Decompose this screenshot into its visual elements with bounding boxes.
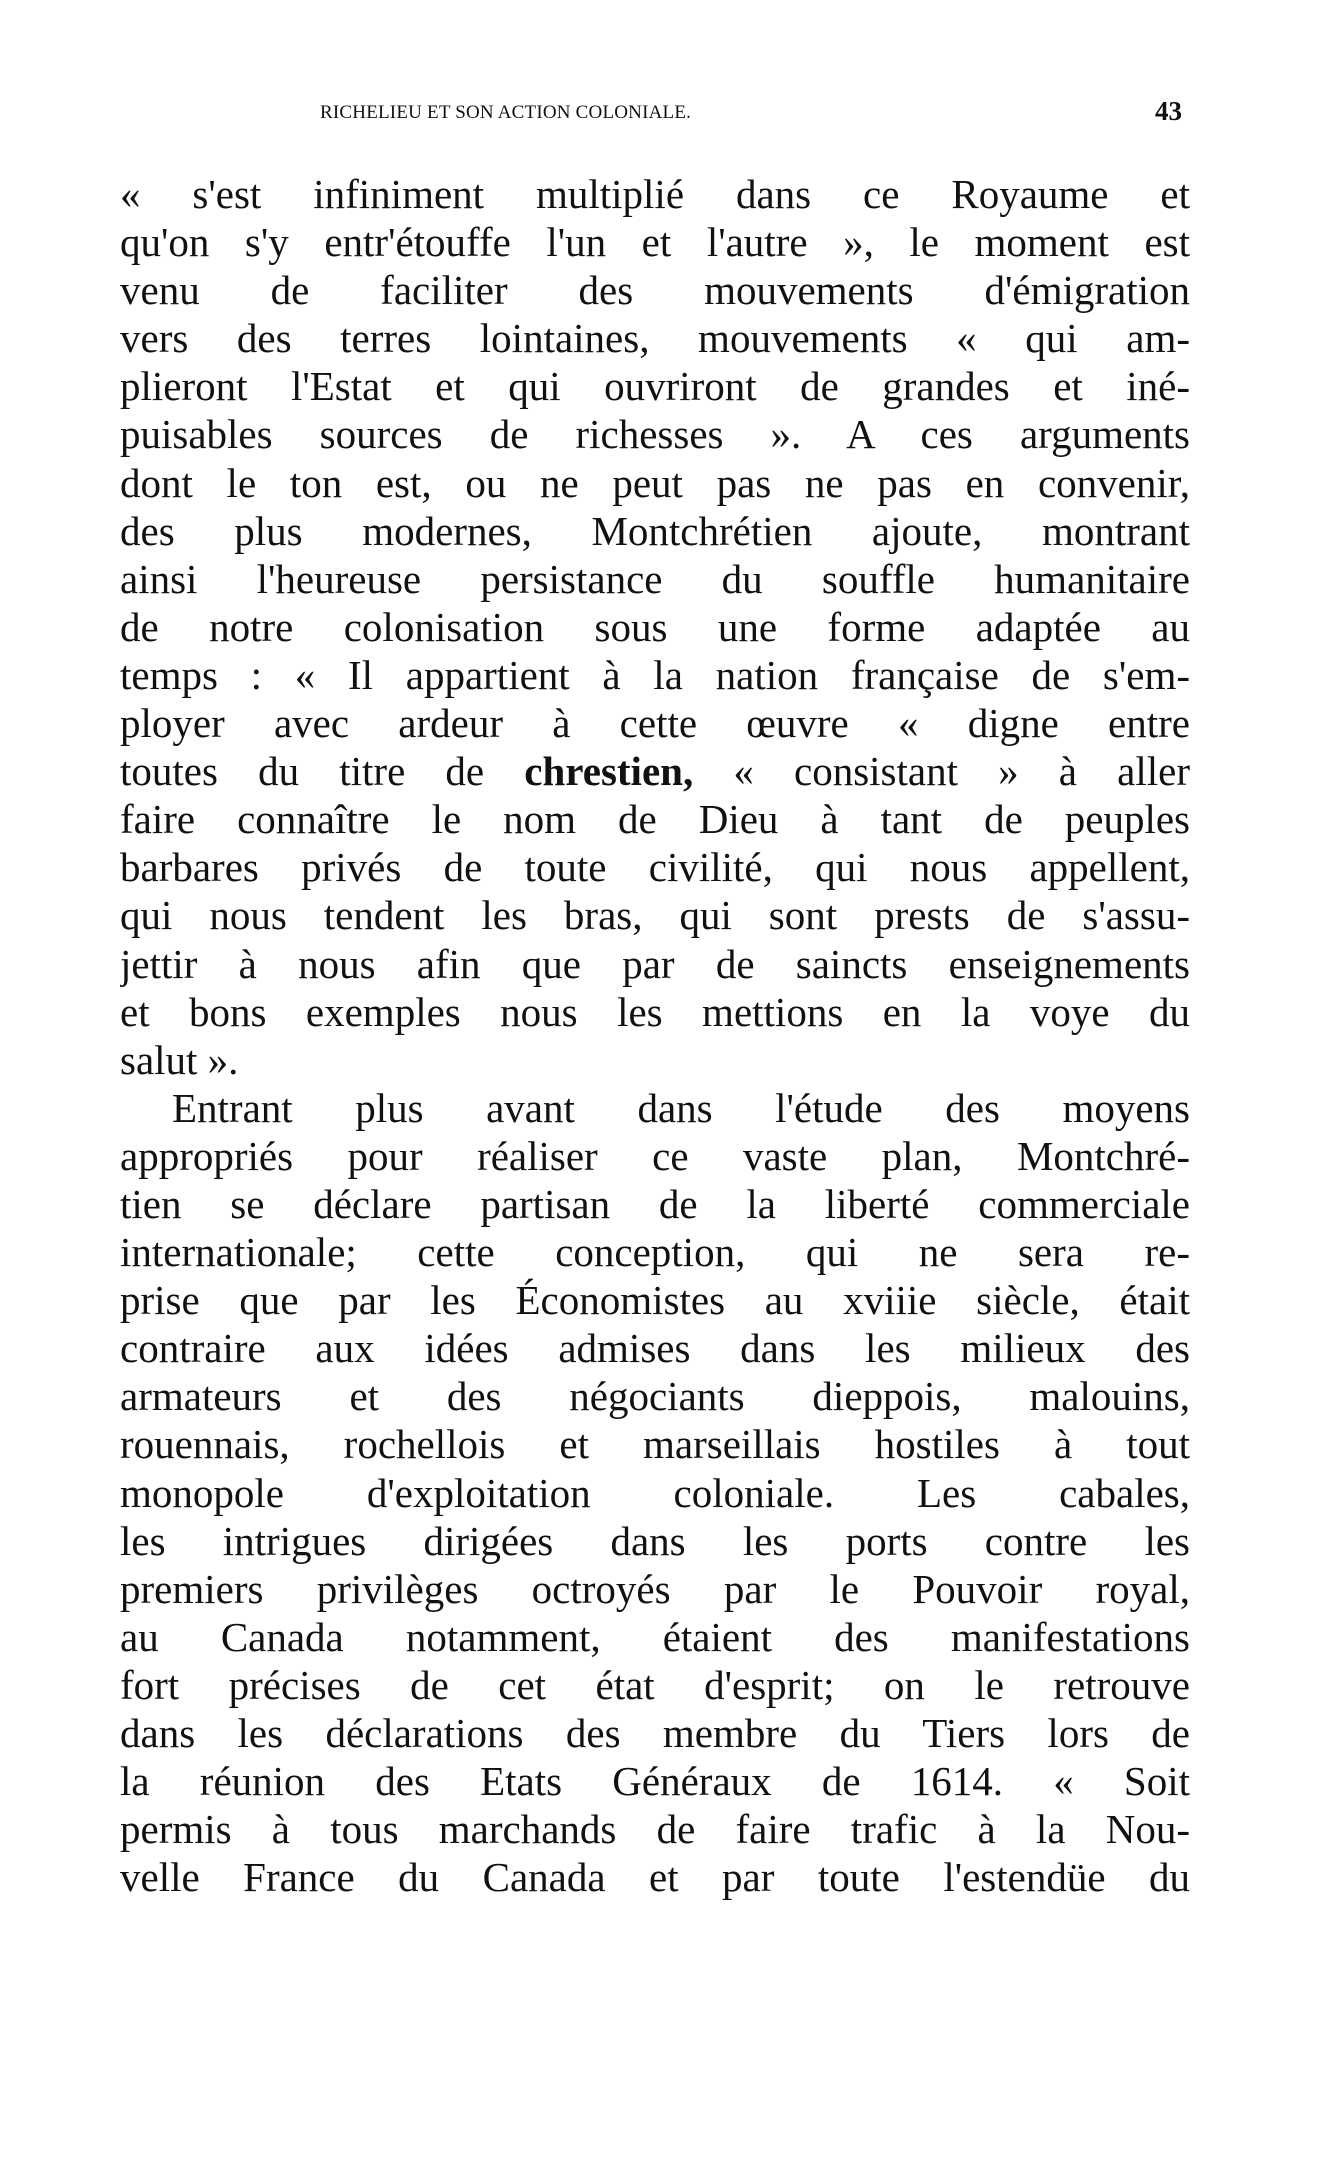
text-line: des plus modernes, Montchrétien ajoute, montrant (120, 507, 1190, 554)
text-line: ainsi l'heureuse persistance du souffle humanitaire (120, 555, 1190, 602)
text-line: monopole d'exploitation coloniale. Les cabales, (120, 1469, 1190, 1516)
text-line: internationale; cette conception, qui ne sera re- (120, 1229, 1190, 1276)
text-line: tien se déclare partisan de la liberté commerciale (120, 1180, 1190, 1227)
text-line: de notre colonisation sous une forme adaptée au (120, 603, 1190, 650)
text-line-indented: Entrant plus avant dans l'étude des moyens (172, 1084, 1190, 1131)
page-number: 43 (1155, 96, 1182, 126)
text-line: faire connaître le nom de Dieu à tant de peuples (120, 796, 1190, 843)
text-line: « s'est infiniment multiplié dans ce Royaume et (120, 171, 1190, 217)
text-line: contraire aux idées admises dans les milieux des (120, 1325, 1190, 1372)
paragraph-1 (120, 170, 1190, 1084)
running-head: RICHELIEU ET SON ACTION COLONIALE. (320, 102, 692, 123)
text-line: permis à tous marchands de faire trafic à la Nou- (120, 1806, 1190, 1853)
text-line: appropriés pour réaliser ce vaste plan, Montchré- (120, 1132, 1190, 1179)
body-text (120, 170, 1190, 1901)
text-line: vers des terres lointaines, mouvements « qui am- (120, 315, 1190, 362)
text-line-with-bold (120, 747, 1190, 795)
text-line: velle France du Canada et par toute l'estendüe du (120, 1854, 1190, 1901)
text-line-last: salut ». (120, 1036, 239, 1083)
text-line: au Canada notamment, étaient des manifestations (120, 1613, 1190, 1660)
text-line: puisables sources de richesses ». A ces arguments (120, 411, 1190, 458)
text-line: ployer avec ardeur à cette œuvre « digne entre (120, 700, 1190, 747)
text-line: venu de faciliter des mouvements d'émigration (120, 267, 1190, 314)
text-line: premiers privilèges octroyés par le Pouvoir royal, (120, 1565, 1190, 1612)
text-segment: toutes du titre de (120, 748, 525, 795)
text-line: qui nous tendent les bras, qui sont prests de s'assu- (120, 892, 1190, 939)
text-segment: « consistant » à aller (693, 748, 1190, 795)
text-line: les intrigues dirigées dans les ports contre les (120, 1517, 1190, 1564)
text-line: dont le ton est, ou ne peut pas ne pas en convenir, (120, 459, 1190, 506)
text-line: fort précises de cet état d'esprit; on le retrouve (120, 1661, 1190, 1708)
paragraph-2 (120, 1084, 1190, 1902)
text-line: temps : « Il appartient à la nation française de s'em- (120, 651, 1190, 698)
text-line: la réunion des Etats Généraux de 1614. « Soit (120, 1758, 1190, 1805)
text-line: jettir à nous afin que par de saincts enseignements (120, 940, 1190, 987)
text-line: barbares privés de toute civilité, qui nous appellent, (120, 844, 1190, 891)
text-line: qu'on s'y entr'étouffe l'un et l'autre », le moment est (120, 219, 1190, 266)
text-line: prise que par les Économistes au xviiie siècle, était (120, 1277, 1190, 1324)
bold-word-chrestien: chrestien, (524, 748, 694, 795)
text-line: rouennais, rochellois et marseillais hostiles à tout (120, 1421, 1190, 1468)
text-line: dans les déclarations des membre du Tiers lors de (120, 1710, 1190, 1756)
text-line: armateurs et des négociants dieppois, malouins, (120, 1373, 1190, 1420)
text-line: plieront l'Estat et qui ouvriront de grandes et iné- (120, 363, 1190, 410)
text-line: et bons exemples nous les mettions en la voye du (120, 988, 1190, 1035)
